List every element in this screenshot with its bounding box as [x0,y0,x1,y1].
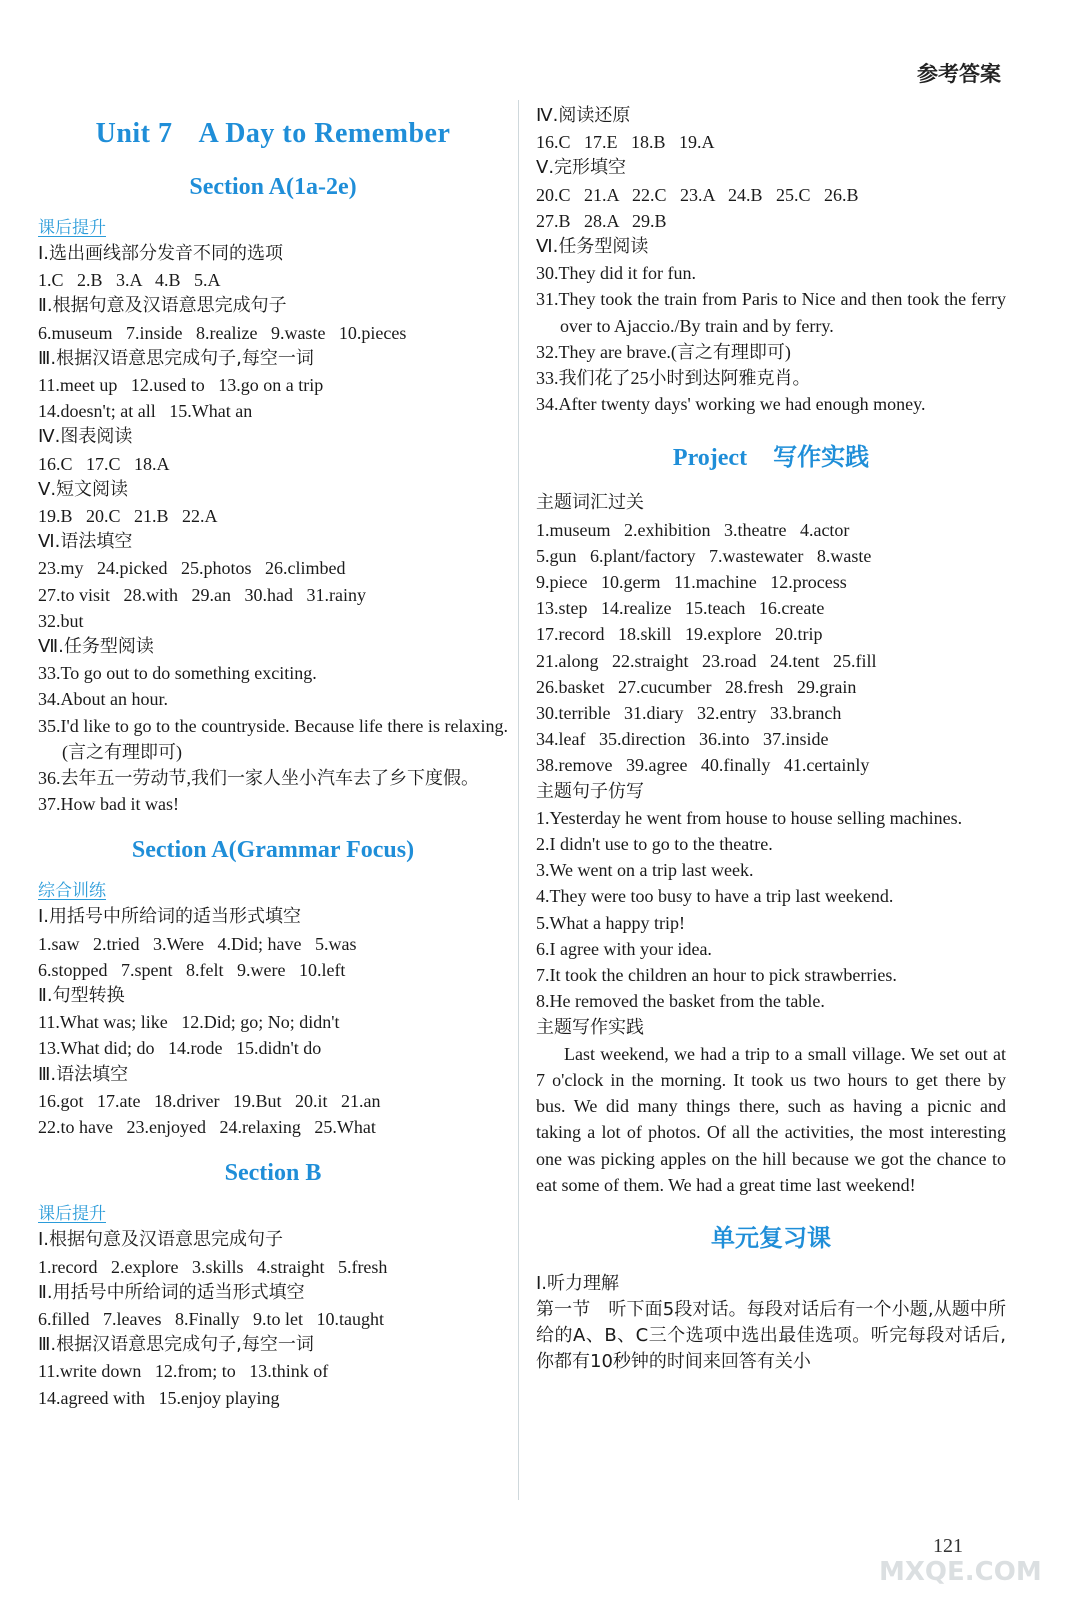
sentence-line: 2.I didn't use to go to the theatre. [536,834,773,855]
grammar-line: 1.saw 2.tried 3.Were 4.Did; have 5.was [38,933,357,954]
section-b-line: 14.agreed with 15.enjoy playing [38,1387,280,1408]
reading-answers [536,103,1006,286]
vocab-line: 34.leaf 35.direction 36.into 37.inside [536,729,829,750]
grammar-heading: Ⅲ.语法填空 [38,1063,129,1085]
section-a-heading: Ⅳ.图表阅读 [38,426,133,448]
section-a-line: 14.doesn't; at all 15.What an [38,401,253,422]
section-a-line: 33.To go out to do something exciting. [38,663,317,684]
section-b-heading: Ⅰ.根据句意及汉语意思完成句子 [38,1229,284,1251]
sentence-line: 4.They were too busy to have a trip last weekend. [536,886,894,907]
grammar-focus-answers [38,904,508,1140]
vocab-line: 17.record 18.skill 19.explore 20.trip [536,624,823,645]
vocab-line: 1.museum 2.exhibition 3.theatre 4.actor [536,519,850,540]
writing-heading: 主题写作实践 [536,1016,644,1038]
answer-34: 34.After twenty days' working we had enough money. [536,394,926,415]
right-column [536,103,1006,1375]
vocab-heading: 主题词汇过关 [536,492,644,514]
grammar-line: 16.got 17.ate 18.driver 19.But 20.it 21.an [38,1090,381,1111]
grammar-line: 11.What was; like 12.Did; go; No; didn't [38,1012,340,1033]
reading-heading: Ⅳ.阅读还原 [536,105,631,126]
vocab-line: 13.step 14.realize 15.teach 16.create [536,598,825,619]
page-number: 121 [933,1535,963,1557]
sub-label-after-class-b: 课后提升 [38,1204,106,1225]
watermark-logo [871,1518,1061,1590]
sub-label-training: 综合训练 [38,881,106,902]
section-a-heading: Ⅶ.任务型阅读 [38,636,154,658]
grammar-line: 22.to have 23.enjoyed 24.relaxing 25.What [38,1117,376,1138]
writing-paragraph: Last weekend, we had a trip to a small village. We set out at 7 o'clock in the morning. It took us two hours to get there by bus. We did many things there, such as having a picnic and taking a lot of photos. Of all the activities, the most interesting one was picking apples on the hill because we got the chance to eat some of them. We had a great time last weekend! [536,1043,1006,1195]
section-title-b: Section B [224,1160,322,1187]
section-b-line: 1.record 2.explore 3.skills 4.straight 5.fresh [38,1256,388,1277]
sentence-line: 8.He removed the basket from the table. [536,991,825,1012]
answer-31: 31.They took the train from Paris to Nice and then took the ferry over to Ajaccio./By train and by ferry. [536,289,1006,336]
sentence-line: 7.It took the children an hour to pick strawberries. [536,965,897,986]
answer-37: 37.How bad it was! [38,794,179,815]
header-label: 参考答案 [917,62,1001,86]
grammar-heading: Ⅱ.句型转换 [38,985,125,1007]
section-a-heading: Ⅵ.语法填空 [38,531,133,553]
listening-instructions: 第一节 听下面5段对话。每段对话后有一个小题,从题中所给的A、B、C三个选项中选出最佳选项。听完每段对话后,你都有10秒钟的时间来回答有关小 [536,1299,1006,1373]
sentence-answers [536,831,1006,1014]
section-title-a: Section A(1a-2e) [189,174,357,200]
unit-title-number: Unit 7 [95,118,173,149]
section-title-grammar: Section A(Grammar Focus) [131,837,415,864]
reading-line: 16.C 17.E 18.B 19.A [536,132,715,153]
reading-line: 30.They did it for fun. [536,263,696,284]
grammar-line: 13.What did; do 14.rode 15.didn't do [38,1038,322,1059]
section-b-line: 11.write down 12.from; to 13.think of [38,1361,329,1382]
sentence-line: 3.We went on a trip last week. [536,860,754,881]
section-a-line: 16.C 17.C 18.A [38,453,170,474]
reading-heading: Ⅵ.任务型阅读 [536,236,649,258]
vocab-line: 21.along 22.straight 23.road 24.tent 25.fill [536,650,877,671]
column-divider [518,100,519,1500]
section-a-heading: Ⅰ.选出画线部分发音不同的选项 [38,243,284,264]
grammar-heading: Ⅰ.用括号中所给词的适当形式填空 [38,906,302,928]
vocab-line: 9.piece 10.germ 11.machine 12.process [536,572,847,593]
vocab-line: 30.terrible 31.diary 32.entry 33.branch [536,703,842,724]
section-a-answers [38,241,508,713]
vocab-answers [536,517,1006,779]
sub-label-after-class: 课后提升 [38,218,106,238]
section-a-heading: Ⅴ.短文阅读 [38,478,129,500]
section-a-line: 32.but [38,610,84,631]
project-title [536,437,1006,472]
section-a-line: 11.meet up 12.used to 13.go on a trip [38,375,324,396]
section-a-line: 27.to visit 28.with 29.an 30.had 31.rainy [38,584,366,605]
sentence-line: 6.I agree with your idea. [536,938,712,959]
answer-36: 36.去年五一劳动节,我们一家人坐小汽车去了乡下度假。 [38,768,479,789]
project-title-cn: 写作实践 [773,445,870,472]
vocab-line: 26.basket 27.cucumber 28.fresh 29.grain [536,676,857,697]
section-a-line: 19.B 20.C 21.B 22.A [38,506,218,527]
section-a-line: 34.About an hour. [38,689,168,710]
section-a-line: 6.museum 7.inside 8.realize 9.waste 10.pieces [38,322,407,343]
section-b-line: 6.filled 7.leaves 8.Finally 9.to let 10.taught [38,1308,384,1329]
sentence-heading: 主题句子仿写 [536,780,644,802]
section-a-heading: Ⅱ.根据句意及汉语意思完成句子 [38,295,287,317]
review-title: 单元复习课 [711,1225,831,1252]
sentence-1: 1.Yesterday he went from house to house selling machines. [536,807,963,828]
answer-33: 33.我们花了25小时到达阿雅克肖。 [536,368,811,389]
project-title-en: Project [672,445,748,472]
section-a-line: 23.my 24.picked 25.photos 26.climbed [38,558,346,579]
left-column [38,100,508,1411]
unit-title-name: A Day to Remember [198,118,451,149]
unit-title [38,118,508,150]
listening-heading: Ⅰ.听力理解 [536,1272,620,1294]
section-a-line: 1.C 2.B 3.A 4.B 5.A [38,270,221,291]
section-a-heading: Ⅲ.根据汉语意思完成句子,每空一词 [38,347,314,369]
section-b-heading: Ⅲ.根据汉语意思完成句子,每空一词 [38,1334,314,1356]
vocab-line: 38.remove 39.agree 40.finally 41.certainly [536,755,870,776]
section-b-heading: Ⅱ.用括号中所给词的适当形式填空 [38,1281,305,1303]
reading-heading: Ⅴ.完形填空 [536,157,627,179]
section-b-answers [38,1227,508,1410]
watermark-text: MXQE.COM [879,1557,1042,1587]
answer-32: 32.They are brave.(言之有理即可) [536,341,791,362]
answer-35: 35.I'd like to go to the countryside. Because life there is relaxing.(言之有理即可) [38,715,508,762]
vocab-line: 5.gun 6.plant/factory 7.wastewater 8.waste [536,545,872,566]
reading-line: 20.C 21.A 22.C 23.A 24.B 25.C 26.B [536,184,859,205]
grammar-line: 6.stopped 7.spent 8.felt 9.were 10.left [38,959,346,980]
reading-line: 27.B 28.A 29.B [536,210,667,231]
sentence-line: 5.What a happy trip! [536,912,685,933]
